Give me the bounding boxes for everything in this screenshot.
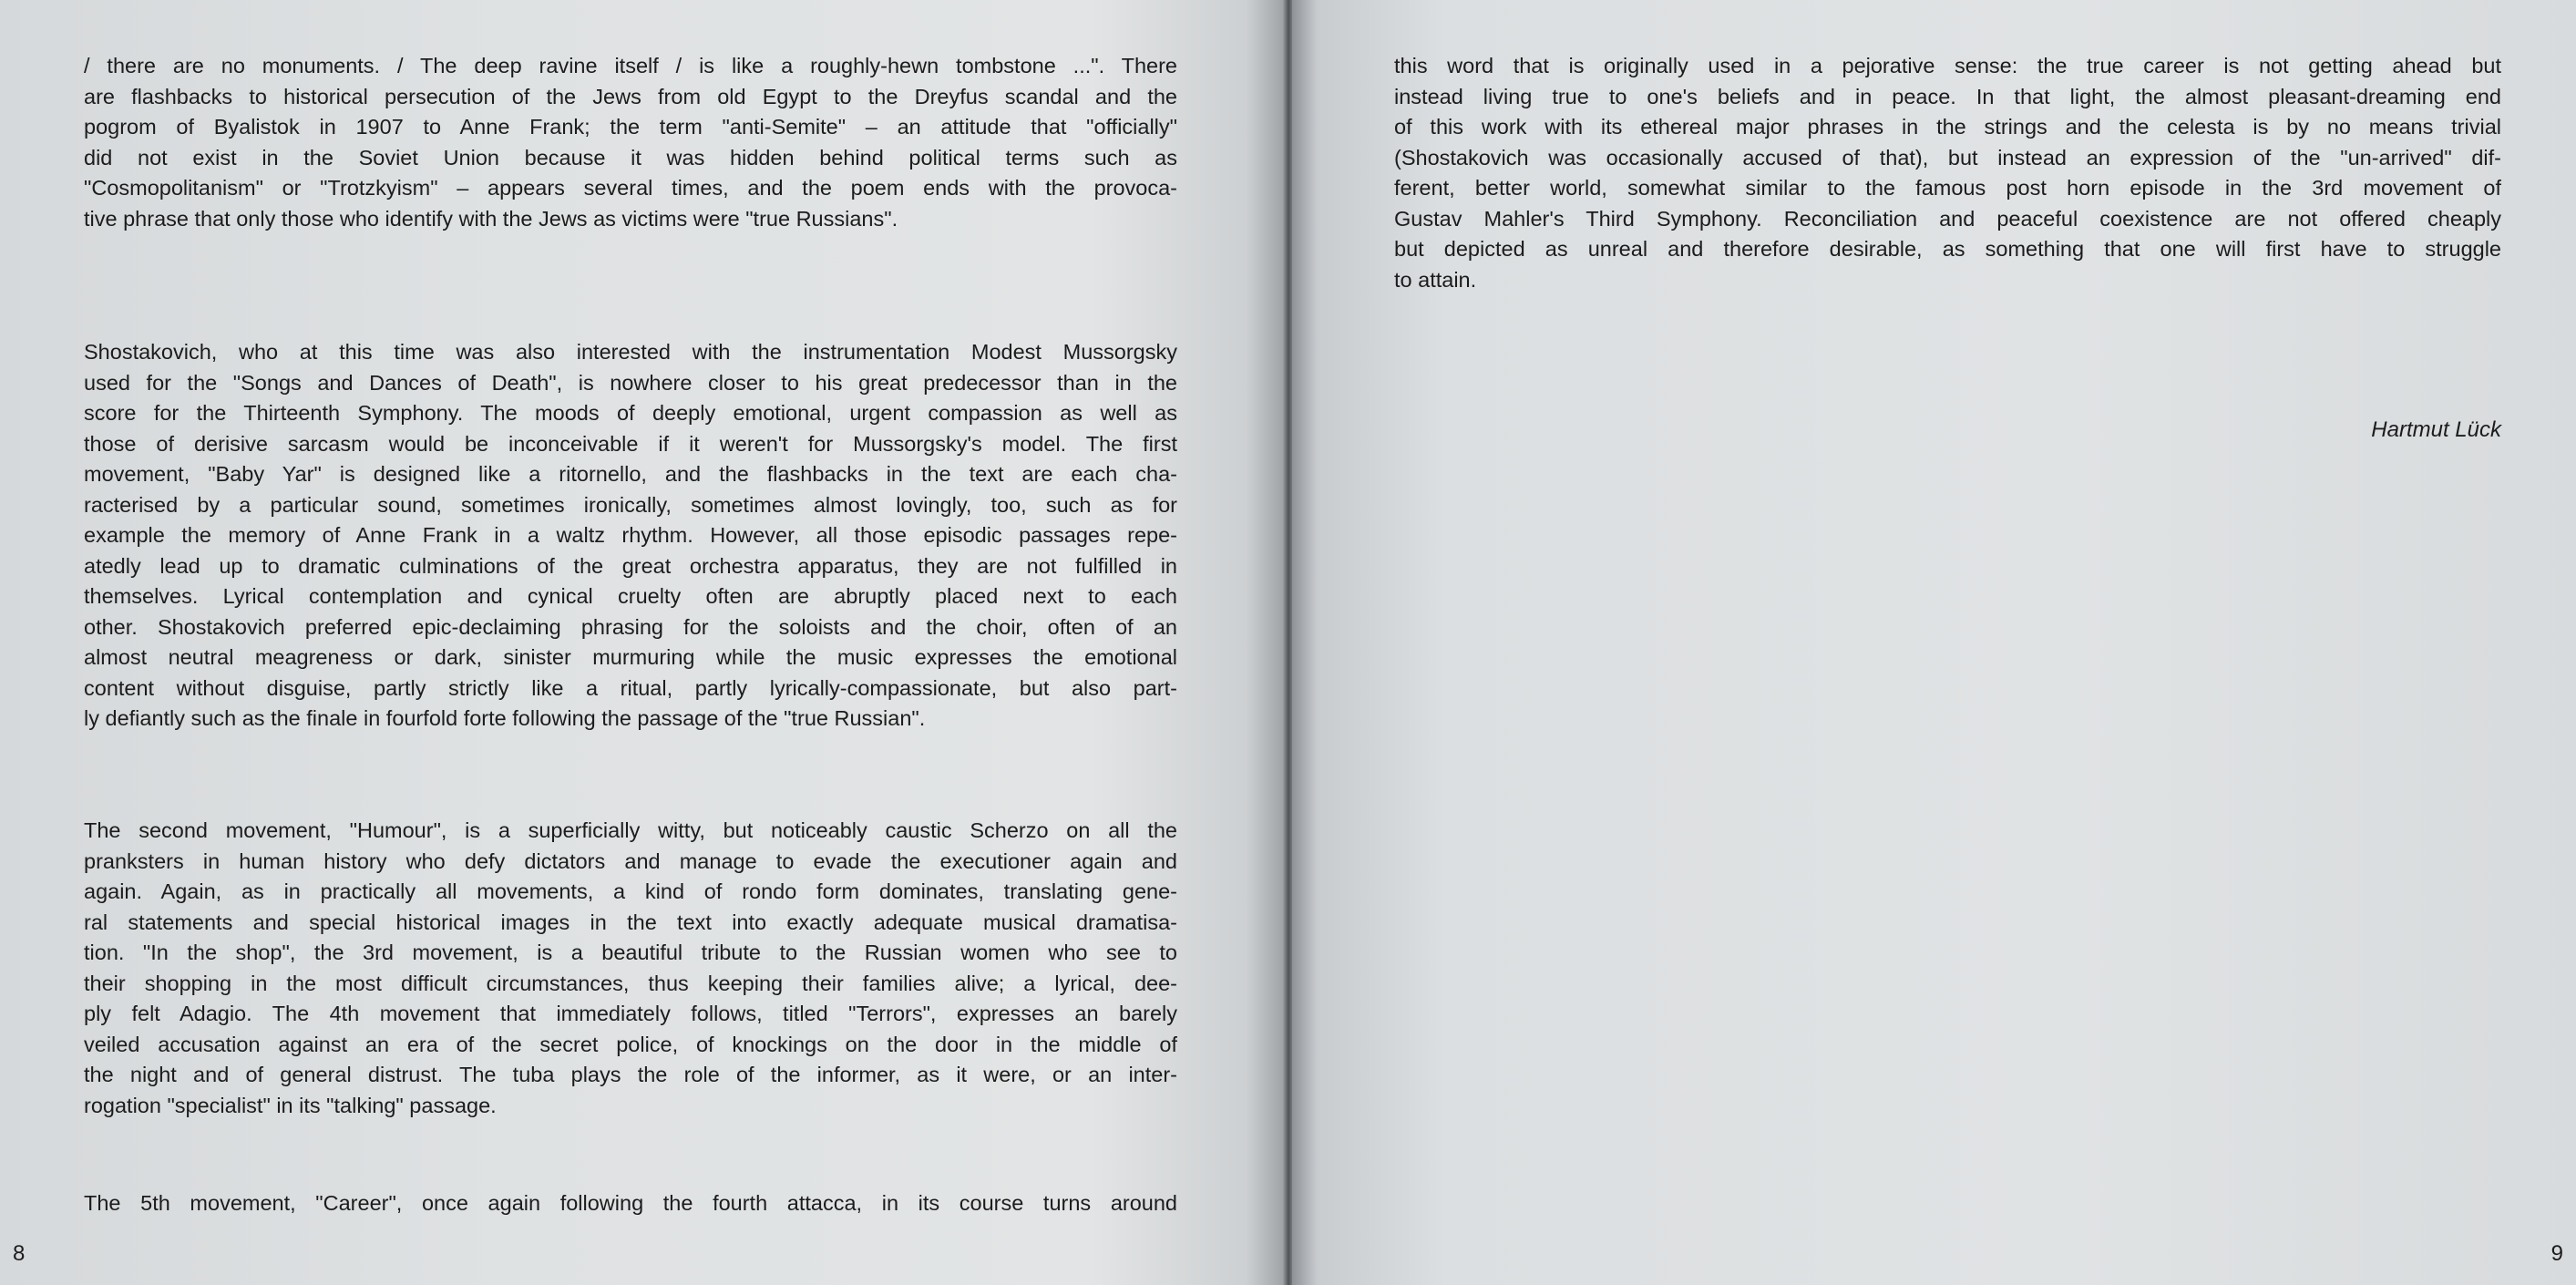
text-line: used for the "Songs and Dances of Death", is nowhere closer to his great predecessor than in the <box>84 370 1177 395</box>
text-line: rogation "specialist" in its "talking" passage. <box>84 1093 497 1117</box>
text-line: those of derisive sarcasm would be inconceivable if it weren't for Mussorgsky's model. The first <box>84 431 1177 456</box>
text-line: ral statements and special historical images in the text into exactly adequate musical dramatisa- <box>84 910 1177 934</box>
text-line: content without disguise, partly strictly like a ritual, partly lyrically-compassionate, but also part- <box>84 675 1177 700</box>
text-line: the night and of general distrust. The tuba plays the role of the informer, as it were, or an inter- <box>84 1063 1177 1086</box>
paragraph <box>84 51 1177 234</box>
text-line: did not exist in the Soviet Union because it was hidden behind political terms such as <box>84 145 1177 170</box>
paragraph <box>1394 51 2501 295</box>
text-line: tive phrase that only those who identify with the Jews as victims were "true Russians". <box>84 206 898 231</box>
text-line: "Cosmopolitanism" or "Trotzkyism" – appears several times, and the poem ends with the provoca- <box>84 176 1177 200</box>
text-line: are flashbacks to historical persecution of the Jews from old Egypt to the Dreyfus scandal and the <box>84 84 1177 108</box>
text-line: instead living true to one's beliefs and in peace. In that light, the almost pleasant-dreaming end <box>1394 84 2501 108</box>
paragraph <box>84 816 1177 1121</box>
text-line: other. Shostakovich preferred epic-declaiming phrasing for the soloists and the choir, often of an <box>84 614 1177 639</box>
text-line: / there are no monuments. / The deep ravine itself / is like a roughly-hewn tombstone ...". There <box>84 54 1177 77</box>
text-line: ly defiantly such as the finale in fourfold forte following the passage of the "true Russian". <box>84 706 926 730</box>
text-line: to attain. <box>1394 267 1477 292</box>
text-line: atedly lead up to dramatic culminations of the great orchestra apparatus, they are not fulfilled in <box>84 553 1177 578</box>
paragraph <box>84 1188 1177 1219</box>
text-line: their shopping in the most difficult circumstances, thus keeping their families alive; a lyrical, dee- <box>84 971 1177 995</box>
text-line: pogrom of Byalistok in 1907 to Anne Frank; the term "anti-Semite" – an attitude that "officially" <box>84 115 1177 139</box>
text-line: almost neutral meagreness or dark, sinister murmuring while the music expresses the emotional <box>84 645 1177 669</box>
page-number-left: 8 <box>13 1241 26 1266</box>
text-line: this word that is originally used in a pejorative sense: the true career is not getting ahead but <box>1394 54 2501 77</box>
text-line: ply felt Adagio. The 4th movement that immediately follows, titled "Terrors", expresses an barely <box>84 1002 1177 1025</box>
text-line: example the memory of Anne Frank in a waltz rhythm. However, all those episodic passages repe- <box>84 523 1177 547</box>
text-line: score for the Thirteenth Symphony. The moods of deeply emotional, urgent compassion as well as <box>84 401 1177 425</box>
text-line: themselves. Lyrical contemplation and cynical cruelty often are abruptly placed next to each <box>84 584 1177 608</box>
author-signature: Hartmut Lück <box>2371 417 2501 442</box>
paragraph <box>84 337 1177 735</box>
text-line: ferent, better world, somewhat similar to the famous post horn episode in the 3rd movement of <box>1394 176 2501 200</box>
text-line: veiled accusation against an era of the secret police, of knockings on the door in the middle of <box>84 1032 1177 1056</box>
text-line: movement, "Baby Yar" is designed like a ritornello, and the flashbacks in the text are each cha- <box>84 462 1177 486</box>
text-line: but depicted as unreal and therefore desirable, as something that one will first have to struggle <box>1394 237 2501 261</box>
text-line: again. Again, as in practically all movements, a kind of rondo form dominates, translating gene- <box>84 879 1177 903</box>
text-line: (Shostakovich was occasionally accused of that), but instead an expression of the "un-arrived" dif- <box>1394 145 2501 170</box>
text-line: The second movement, "Humour", is a superficially witty, but noticeably caustic Scherzo on all the <box>84 818 1177 842</box>
page-number-right: 9 <box>2550 1241 2563 1266</box>
text-line: The 5th movement, "Career", once again following the fourth attacca, in its course turns around <box>84 1191 1177 1215</box>
text-line: of this work with its ethereal major phrases in the strings and the celesta is by no means trivial <box>1394 115 2501 139</box>
text-line: tion. "In the shop", the 3rd movement, is a beautiful tribute to the Russian women who see to <box>84 941 1177 964</box>
left-page <box>0 0 1285 1285</box>
text-line: pranksters in human history who defy dictators and manage to evade the executioner again and <box>84 848 1177 873</box>
text-line: Shostakovich, who at this time was also interested with the instrumentation Modest Mussorgsky <box>84 340 1177 364</box>
text-line: racterised by a particular sound, sometimes ironically, sometimes almost lovingly, too, such as for <box>84 492 1177 517</box>
text-line: Gustav Mahler's Third Symphony. Reconciliation and peaceful coexistence are not offered cheaply <box>1394 206 2501 231</box>
